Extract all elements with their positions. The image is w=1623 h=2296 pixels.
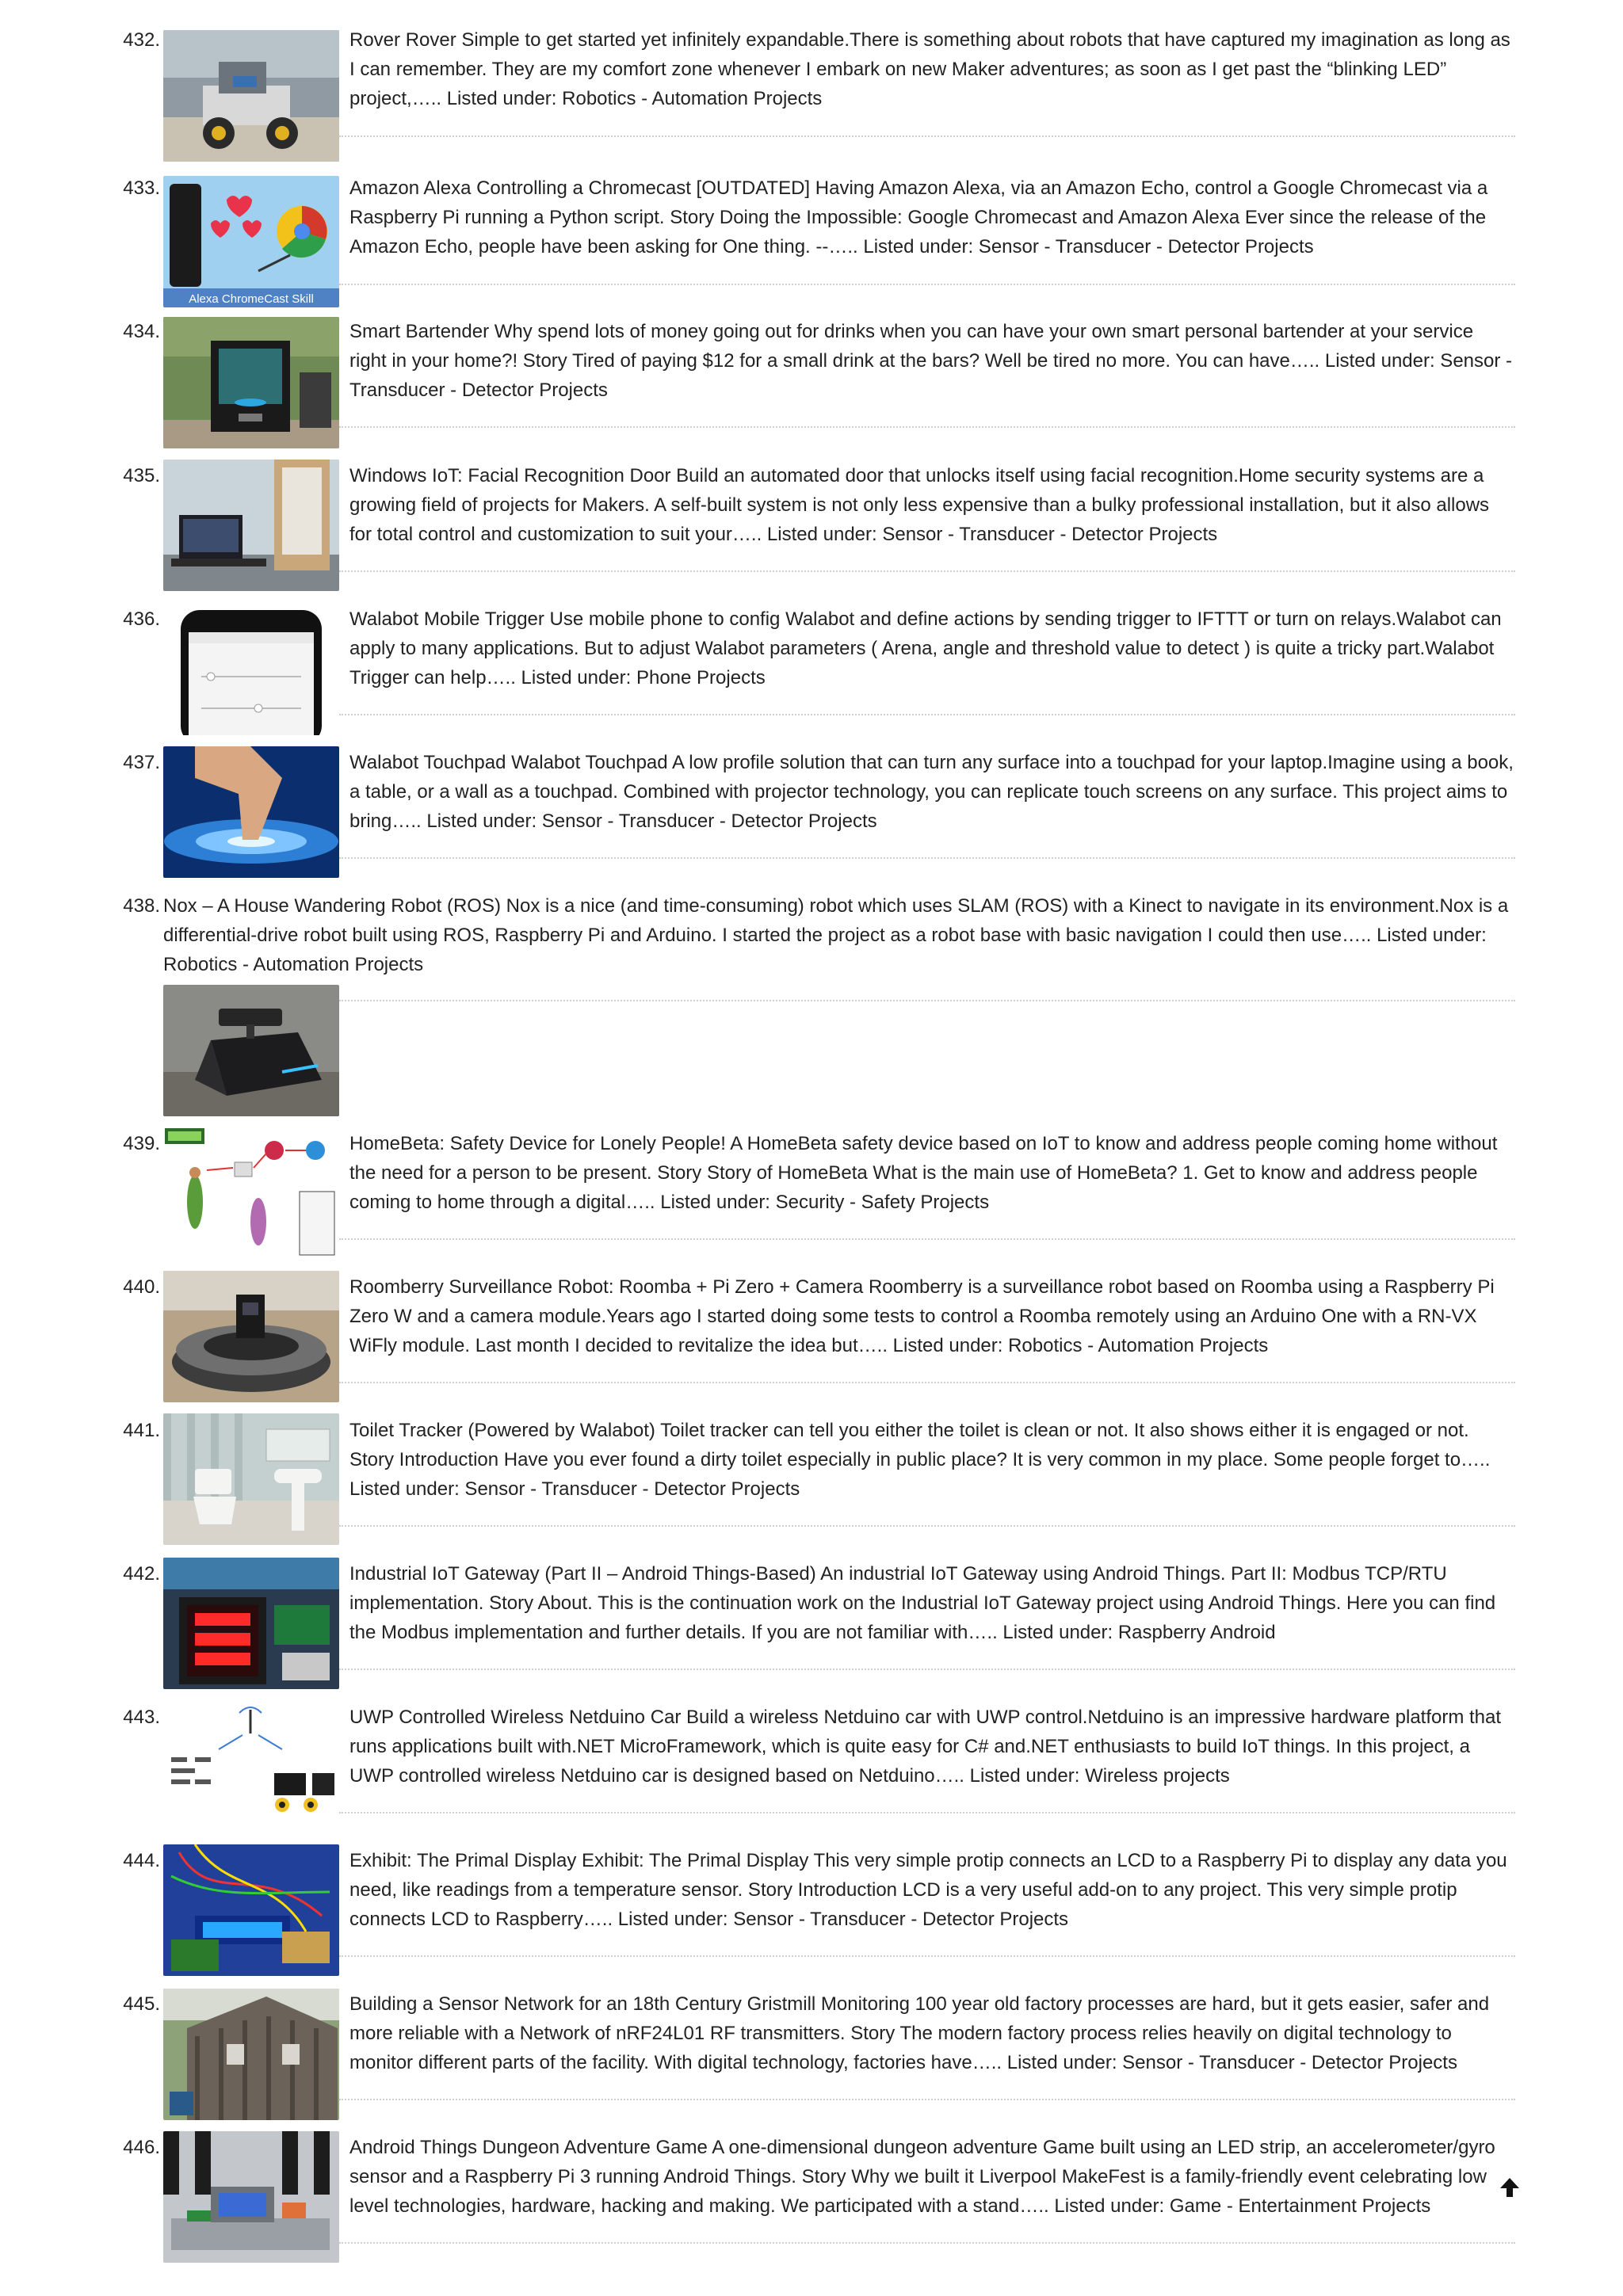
item-description: Windows IoT: Facial Recognition Door Build an automated door that unlocks itself using facial recognition.Home security systems are a growing field of projects for Makers. A self-built system is not only less expensive than a bulky professional installation, but it also allows for total control and customization to suit your….. Listed under: Sensor - Transducer - Detector Projects — [349, 465, 1490, 545]
divider — [339, 1812, 1515, 1814]
thumbnail-nox-robot[interactable] — [163, 985, 339, 1116]
item-number: 444. — [123, 1850, 160, 1871]
item-number: 440. — [123, 1276, 160, 1298]
alexa-chromecast-photo — [163, 176, 339, 307]
thumbnail-alexa-chromecast[interactable] — [163, 176, 339, 307]
svg-text:Alexa ChromeCast Skill: Alexa ChromeCast Skill — [189, 292, 314, 306]
item-number: 439. — [123, 1133, 160, 1154]
thumbnail-gristmill[interactable] — [163, 1989, 339, 2120]
dungeon-game-photo — [163, 2131, 339, 2263]
netduino-car-diagram — [163, 1702, 339, 1833]
thumbnail-smart-bartender[interactable] — [163, 317, 339, 448]
divider — [339, 1238, 1515, 1240]
divider — [339, 1669, 1515, 1670]
item-description: HomeBeta: Safety Device for Lonely People! A HomeBeta safety device based on IoT to know and address people coming home without the need for a person to be present. Story Story of HomeBeta What is the main use of HomeBeta? 1. Get to know and address people coming to home through a digital….. Listed under: Security - Safety Projects — [349, 1133, 1498, 1213]
item-number: 435. — [123, 465, 160, 486]
divider — [339, 1000, 1515, 1001]
divider — [339, 714, 1515, 715]
thumbnail-toilet-tracker[interactable] — [163, 1413, 339, 1545]
lcd-raspberry-photo — [163, 1844, 339, 1976]
homebeta-diagram — [163, 1127, 339, 1258]
item-description: Building a Sensor Network for an 18th Century Gristmill Monitoring 100 year old factory processes are hard, but it gets easier, safer and more reliable with a Network of nRF24L01 RF transmitters. Story The modern factory process relies heavily on digital technology to monitor different parts of the facility. With digital technology, factories have….. Listed under: Sensor - Transducer - Detector Projects — [349, 1993, 1490, 2073]
thumbnail-rover[interactable] — [163, 30, 339, 162]
item-number: 433. — [123, 177, 160, 199]
item-description: UWP Controlled Wireless Netduino Car Build a wireless Netduino car with UWP control.Netduino is an impressive hardware platform that runs applications built with.NET MicroFramework, which is quite easy for C# and.NET enthusiasts to build IoT things. In this project, a UWP controlled wireless Netduino car is designed based on Netduino….. Listed under: Wireless projects — [349, 1707, 1502, 1787]
arrow-up-icon — [1498, 2176, 1522, 2199]
thumbnail-homebeta[interactable] — [163, 1127, 339, 1258]
divider — [339, 1525, 1515, 1527]
item-description: Industrial IoT Gateway (Part II – Android Things-Based) An industrial IoT Gateway using Android Things. Part II: Modbus TCP/RTU implementation. Story About. This is the continuation work on the Industrial IoT Gateway project using Android Things. Here you can find the Modbus implementation and further details. If you are not familiar with….. Listed under: Raspberry Android — [349, 1563, 1496, 1643]
item-description: Walabot Touchpad Walabot Touchpad A low profile solution that can turn any surface into a touchpad for your laptop.Imagine using a book, a table, or a wall as a touchpad. Combined with projector technology, you can replicate touch screens on any surface. This project aims to bring….. Listed under: Sensor - Transducer - Detector Projects — [349, 752, 1514, 832]
item-description: Rover Rover Simple to get started yet infinitely expandable.There is something about robots that have captured my imagination as long as I can remember. They are my comfort zone whenever I embark on new Maker adventures; as soon as I get past the “blinking LED” project,….. Listed under: Robotics - Automation Projects — [349, 29, 1510, 109]
thumbnail-facial-door[interactable] — [163, 460, 339, 591]
thumbnail-dungeon-game[interactable] — [163, 2131, 339, 2263]
item-number: 437. — [123, 752, 160, 773]
item-description: Smart Bartender Why spend lots of money going out for drinks when you can have your own smart personal bartender at your service right in your home?! Story Tired of paying $12 for a small drink at the bars? Well be tired no more. You can have….. Listed under: Sensor - Transducer - Detector Projects — [349, 321, 1513, 401]
facial-recognition-door-photo — [163, 460, 339, 591]
divider — [339, 1955, 1515, 1957]
item-description: Roomberry Surveillance Robot: Roomba + Pi Zero + Camera Roomberry is a surveillance robot based on Roomba using a Raspberry Pi Zero W and a camera module.Years ago I started doing some tests to control a Roomba remotely using an Arduino One with a RN-VX WiFly module. Last month I decided to revitalize the idea but….. Listed under: Robotics - Automation Projects — [349, 1276, 1495, 1356]
walabot-phone-photo — [163, 604, 339, 735]
back-to-top-button[interactable] — [1498, 2176, 1522, 2199]
item-number: 432. — [123, 29, 160, 51]
divider — [339, 135, 1515, 137]
item-description: Walabot Mobile Trigger Use mobile phone to config Walabot and define actions by sending trigger to IFTTT or turn on relays.Walabot can apply to many applications. But to adjust Walabot parameters ( Arena, angle and threshold value to detect ) is quite a tricky part.Walabot Trigger can help….. Listed under: Phone Projects — [349, 608, 1502, 688]
item-description: Android Things Dungeon Adventure Game A one-dimensional dungeon adventure Game built using an LED strip, an accelerometer/gyro sensor and a Raspberry Pi 3 running Android Things. Story Why we built it Liverpool MakeFest is a family-friendly event celebrating low level technologies, hardware, hacking and making. We participated with a stand….. Listed under: Game - Entertainment Projects — [349, 2137, 1495, 2217]
smart-bartender-photo — [163, 317, 339, 448]
item-description: Amazon Alexa Controlling a Chromecast [OUTDATED] Having Amazon Alexa, via an Amazon Echo, control a Google Chromecast via a Raspberry Pi running a Python script. Story Doing the Impossible: Google Chromecast and Amazon Alexa Ever since the release of the Amazon Echo, people have been asking for One thing. --….. Listed under: Sensor - Transducer - Detector Projects — [349, 177, 1488, 257]
item-number: 445. — [123, 1993, 160, 2015]
rover-robot-photo — [163, 30, 339, 162]
divider — [339, 426, 1515, 428]
divider — [339, 570, 1515, 572]
item-number: 446. — [123, 2137, 160, 2158]
divider — [339, 2242, 1515, 2244]
roomba-robot-photo — [163, 1271, 339, 1402]
item-number: 442. — [123, 1563, 160, 1585]
divider — [339, 284, 1515, 285]
nox-robot-photo — [163, 985, 339, 1116]
toilet-photo — [163, 1413, 339, 1545]
item-description: Toilet Tracker (Powered by Walabot) Toilet tracker can tell you either the toilet is clean or not. It also shows either it is engaged or not. Story Introduction Have you ever found a dirty toilet especially in public place? It is very common in my place. Some people forget to….. Listed under: Sensor - Transducer - Detector Projects — [349, 1420, 1491, 1500]
divider — [339, 2099, 1515, 2100]
thumbnail-walabot-touchpad[interactable] — [163, 746, 339, 878]
touchpad-hand-photo — [163, 746, 339, 878]
divider — [339, 857, 1515, 859]
thumbnail-roomberry[interactable] — [163, 1271, 339, 1402]
thumbnail-netduino-car[interactable] — [163, 1702, 339, 1833]
thumbnail-primal-display[interactable] — [163, 1844, 339, 1976]
thumbnail-walabot-trigger[interactable] — [163, 604, 339, 735]
item-description: Exhibit: The Primal Display Exhibit: The Primal Display This very simple protip connects an LCD to a Raspberry Pi to display any data you need, like readings from a temperature sensor. Story Introduction LCD is a very useful add-on to any project. This very simple protip connects LCD to Raspberry….. Listed under: Sensor - Transducer - Detector Projects — [349, 1850, 1507, 1930]
item-number: 443. — [123, 1707, 160, 1728]
item-description: Nox – A House Wandering Robot (ROS) Nox is a nice (and time-consuming) robot which uses SLAM (ROS) with a Kinect to navigate in its environment.Nox is a differential-drive robot built using ROS, Raspberry Pi and Arduino. I started the project as a robot base with basic navigation I could then use….. Listed under: Robotics - Automation Projects — [163, 895, 1509, 975]
item-number: 434. — [123, 321, 160, 342]
item-number: 436. — [123, 608, 160, 630]
item-number: 438. — [123, 895, 160, 917]
thumbnail-iot-gateway[interactable] — [163, 1558, 339, 1689]
divider — [339, 1382, 1515, 1383]
iot-gateway-photo — [163, 1558, 339, 1689]
item-number: 441. — [123, 1420, 160, 1441]
gristmill-photo — [163, 1989, 339, 2120]
